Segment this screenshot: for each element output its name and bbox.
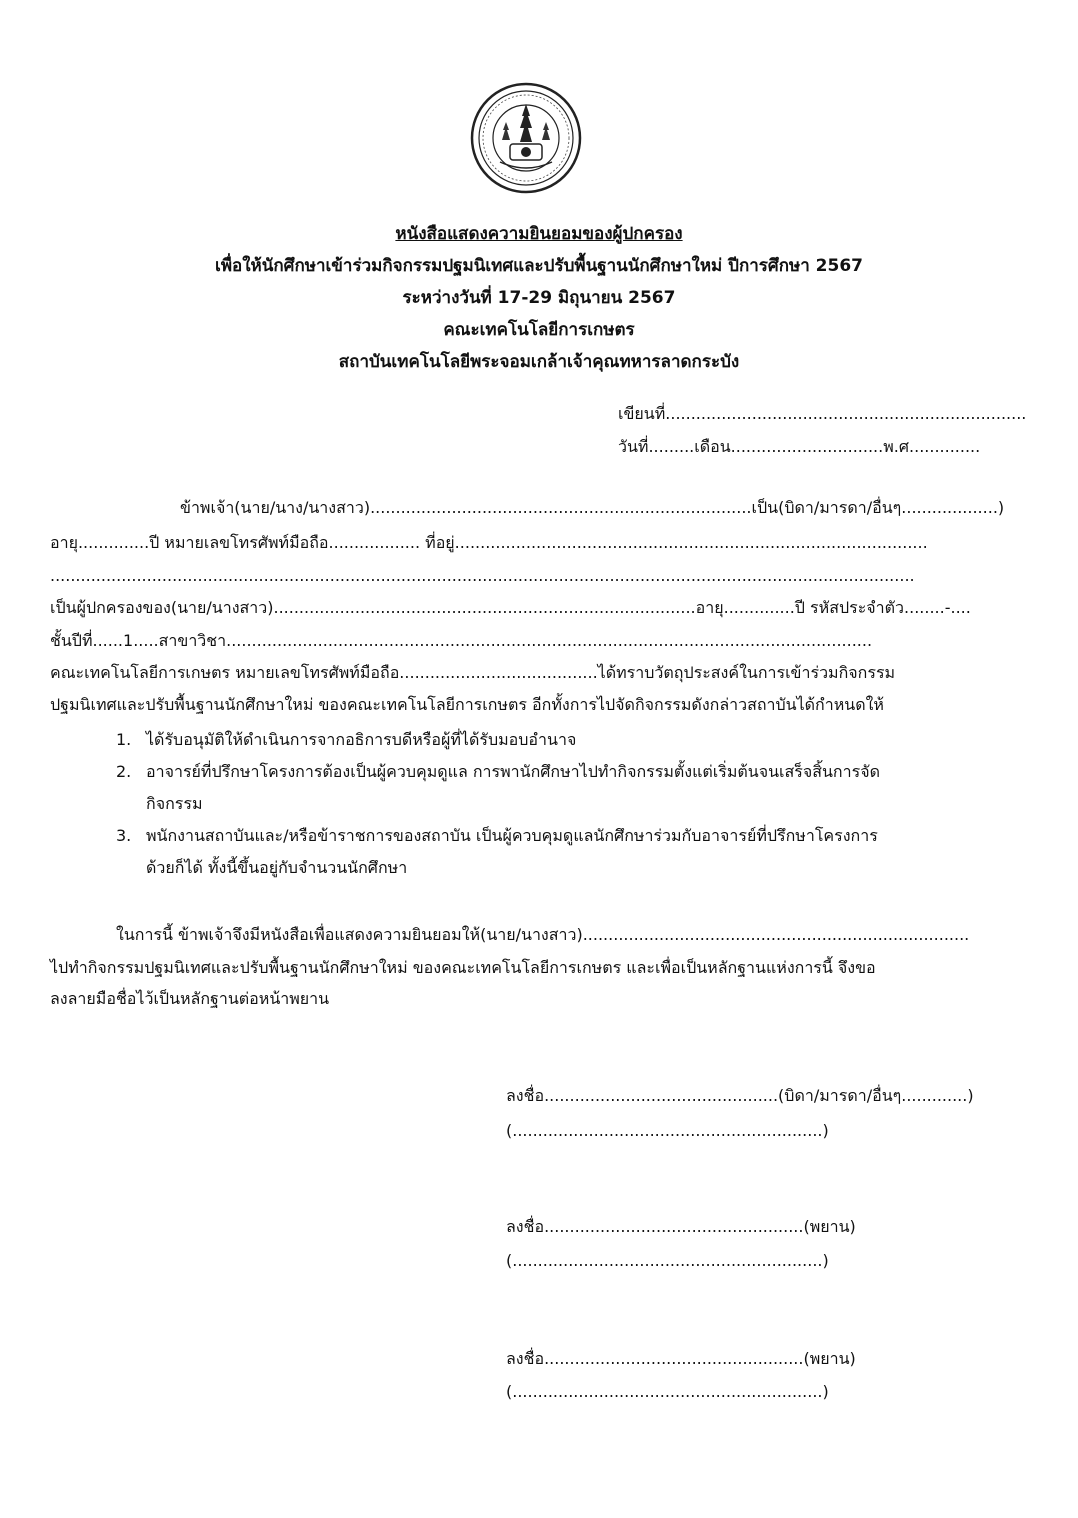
guardian-name-line: ข้าพเจ้า(นาย/นาง/นางสาว)...........................................................................เป็น(บิดา/มารดา/อื่นๆ...................)	[180, 498, 1005, 517]
consent-line: ลงลายมือชื่อไว้เป็นหลักฐานต่อหน้าพยาน	[50, 989, 330, 1008]
condition-number: 3.	[116, 826, 132, 845]
parent-signature-line: ลงชื่อ..............................................(บิดา/มารดา/อื่นๆ.............)	[506, 1086, 974, 1105]
witness-signature-line: ลงชื่อ...................................................(พยาน)	[506, 1217, 856, 1236]
condition-text: อาจารย์ที่ปรึกษาโครงการต้องเป็นผู้ควบคุมดูแล การพานักศึกษาไปทำกิจกรรมตั้งแต่เริ่มต้นจนเสร็จสิ้นการจัด	[146, 762, 880, 781]
document-title-block	[0, 218, 1078, 378]
faculty-name: คณะเทคโนโลยีการเกษตร	[443, 320, 635, 340]
witness-printed-name-line: (.............................................................)	[506, 1382, 829, 1401]
condition-text-continued: กิจกรรม	[146, 794, 203, 813]
address-continuation-line: ..........................................................................................................................................................................	[50, 566, 915, 585]
consent-line: ไปทำกิจกรรมปฐมนิเทศและปรับพื้นฐานนักศึกษาใหม่ ของคณะเทคโนโลยีการเกษตร และเพื่อเป็นหลักฐานแห่งการนี้ จึงขอ	[50, 958, 876, 977]
activity-date-range: ระหว่างวันที่ 17-29 มิถุนายน 2567	[402, 288, 676, 308]
condition-text: พนักงานสถาบันและ/หรือข้าราชการของสถาบัน เป็นผู้ควบคุมดูแลนักศึกษาร่วมกับอาจารย์ที่ปรึกษาโครงการ	[146, 826, 878, 845]
guardian-age-phone-address-line: อายุ..............ปี หมายเลขโทรศัพท์มือถือ.................. ที่อยู่.............................................................................................	[50, 533, 928, 552]
consent-line: ในการนี้ ข้าพเจ้าจึงมีหนังสือเพื่อแสดงความยินยอมให้(นาย/นางสาว)............................................................................	[116, 925, 970, 944]
date-field: วันที่.........เดือน..............................พ.ศ..............	[618, 437, 981, 456]
witness-printed-name-line: (.............................................................)	[506, 1251, 829, 1270]
written-at-field: เขียนที่.......................................................................	[618, 404, 1027, 423]
institute-seal-logo	[470, 82, 582, 194]
institute-name: สถาบันเทคโนโลยีพระจอมเกล้าเจ้าคุณทหารลาดกระบัง	[338, 352, 740, 372]
document-subtitle: เพื่อให้นักศึกษาเข้าร่วมกิจกรรมปฐมนิเทศและปรับพื้นฐานนักศึกษาใหม่ ปีการศึกษา 2567	[215, 256, 863, 276]
year-major-line: ชั้นปีที่......1.....สาขาวิชา...............................................................................................................................	[50, 631, 873, 650]
condition-text-continued: ด้วยก็ได้ ทั้งนี้ขึ้นอยู่กับจำนวนนักศึกษา	[146, 858, 408, 877]
document-title: หนังสือแสดงความยินยอมของผู้ปกครอง	[395, 224, 683, 244]
condition-text: ได้รับอนุมัติให้ดำเนินการจากอธิการบดีหรือผู้ที่ได้รับมอบอำนาจ	[146, 730, 577, 749]
witness-signature-line: ลงชื่อ...................................................(พยาน)	[506, 1349, 856, 1368]
condition-number: 2.	[116, 762, 132, 781]
faculty-phone-line: คณะเทคโนโลยีการเกษตร หมายเลขโทรศัพท์มือถือ.......................................ได้ทราบวัตถุประสงค์ในการเข้าร่วมกิจกรรม	[50, 663, 896, 682]
student-name-line: เป็นผู้ปกครองของ(นาย/นางสาว)...................................................................................อายุ..............ปี รหัสประจำตัว........-....	[50, 598, 971, 617]
parent-printed-name-line: (.............................................................)	[506, 1121, 829, 1140]
condition-number: 1.	[116, 730, 132, 749]
purpose-line: ปฐมนิเทศและปรับพื้นฐานนักศึกษาใหม่ ของคณะเทคโนโลยีการเกษตร อีกทั้งการไปจัดกิจกรรมดังกล่าวสถาบันได้กำหนดให้	[50, 695, 884, 714]
